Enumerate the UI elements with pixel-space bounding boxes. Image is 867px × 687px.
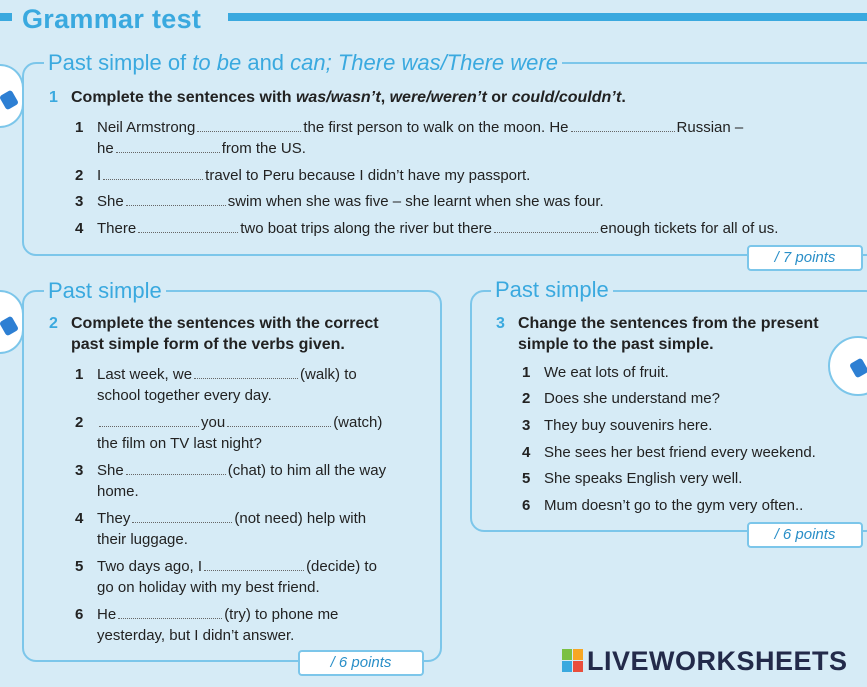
section1-points: / 7 points [747,245,863,271]
list-item: 2 I travel to Peru because I didn’t have my passport. [75,167,531,184]
section2-title: Past simple [44,278,166,304]
list-item: 6 He (try) to phone me yesterday, but I didn’t answer. [75,606,339,644]
liveworksheets-logo-icon [562,649,584,673]
list-item: 1 Last week, we (walk) to school together every day. [75,366,357,404]
answer-blank[interactable] [103,166,203,180]
section3-points: / 6 points [747,522,863,548]
answer-blank[interactable] [99,413,199,427]
answer-blank[interactable] [138,219,238,233]
answer-blank[interactable] [116,139,220,153]
title-bar [228,13,867,21]
answer-blank[interactable] [132,509,232,523]
answer-blank[interactable] [204,557,304,571]
list-item: 6 Mum doesn’t go to the gym very often.. [522,497,804,514]
list-item: 1 Neil Armstrong the first person to walk on the moon. He Russian – [75,119,744,136]
list-item: 5 Two days ago, I (decide) to go on holiday with my best friend. [75,558,377,596]
list-item: he from the US. [97,140,306,157]
answer-blank[interactable] [571,118,675,132]
list-item: 2 Does she understand me? [522,390,720,407]
list-item: 3 They buy souvenirs here. [522,417,713,434]
list-item: 4 There two boat trips along the river but there enough tickets for all of us. [75,220,779,237]
answer-blank[interactable] [118,605,222,619]
answer-blank[interactable] [227,413,331,427]
section2-tab [0,290,24,354]
list-item: 3 She swim when she was five – she learnt when she was four. [75,193,604,210]
section1-title: Past simple of to be and can; There was/There were [44,50,562,76]
answer-blank[interactable] [194,365,298,379]
answer-blank[interactable] [494,219,598,233]
page-title: Grammar test [22,4,202,34]
list-item: 4 They (not need) help with their luggage. [75,510,367,548]
section2-question: 2 Complete the sentences with the correct past simple form of the verbs given. [49,315,379,353]
hand-icon [849,358,867,379]
brand-logo: LIVEWORKSHEETS [562,646,848,677]
hand-icon [0,316,19,337]
list-item: 4 She sees her best friend every weekend. [522,444,816,461]
section2-points: / 6 points [298,650,424,676]
section3-question: 3 Change the sentences from the present simple to the past simple. [496,315,819,353]
answer-blank[interactable] [197,118,301,132]
list-item: 2 you (watch) the film on TV last night? [75,414,383,452]
list-item: 5 She speaks English very well. [522,470,743,487]
answer-blank[interactable] [126,192,226,206]
list-item: 3 She (chat) to him all the way home. [75,462,387,500]
section1-tab [0,64,24,128]
list-item: 1 We eat lots of fruit. [522,364,669,381]
title-bar-left [0,13,12,21]
hand-icon [0,90,19,111]
section3-title: Past simple [491,277,613,303]
section1-question: 1 Complete the sentences with was/wasn’t, were/weren’t or could/couldn’t. [49,89,626,106]
answer-blank[interactable] [126,461,226,475]
